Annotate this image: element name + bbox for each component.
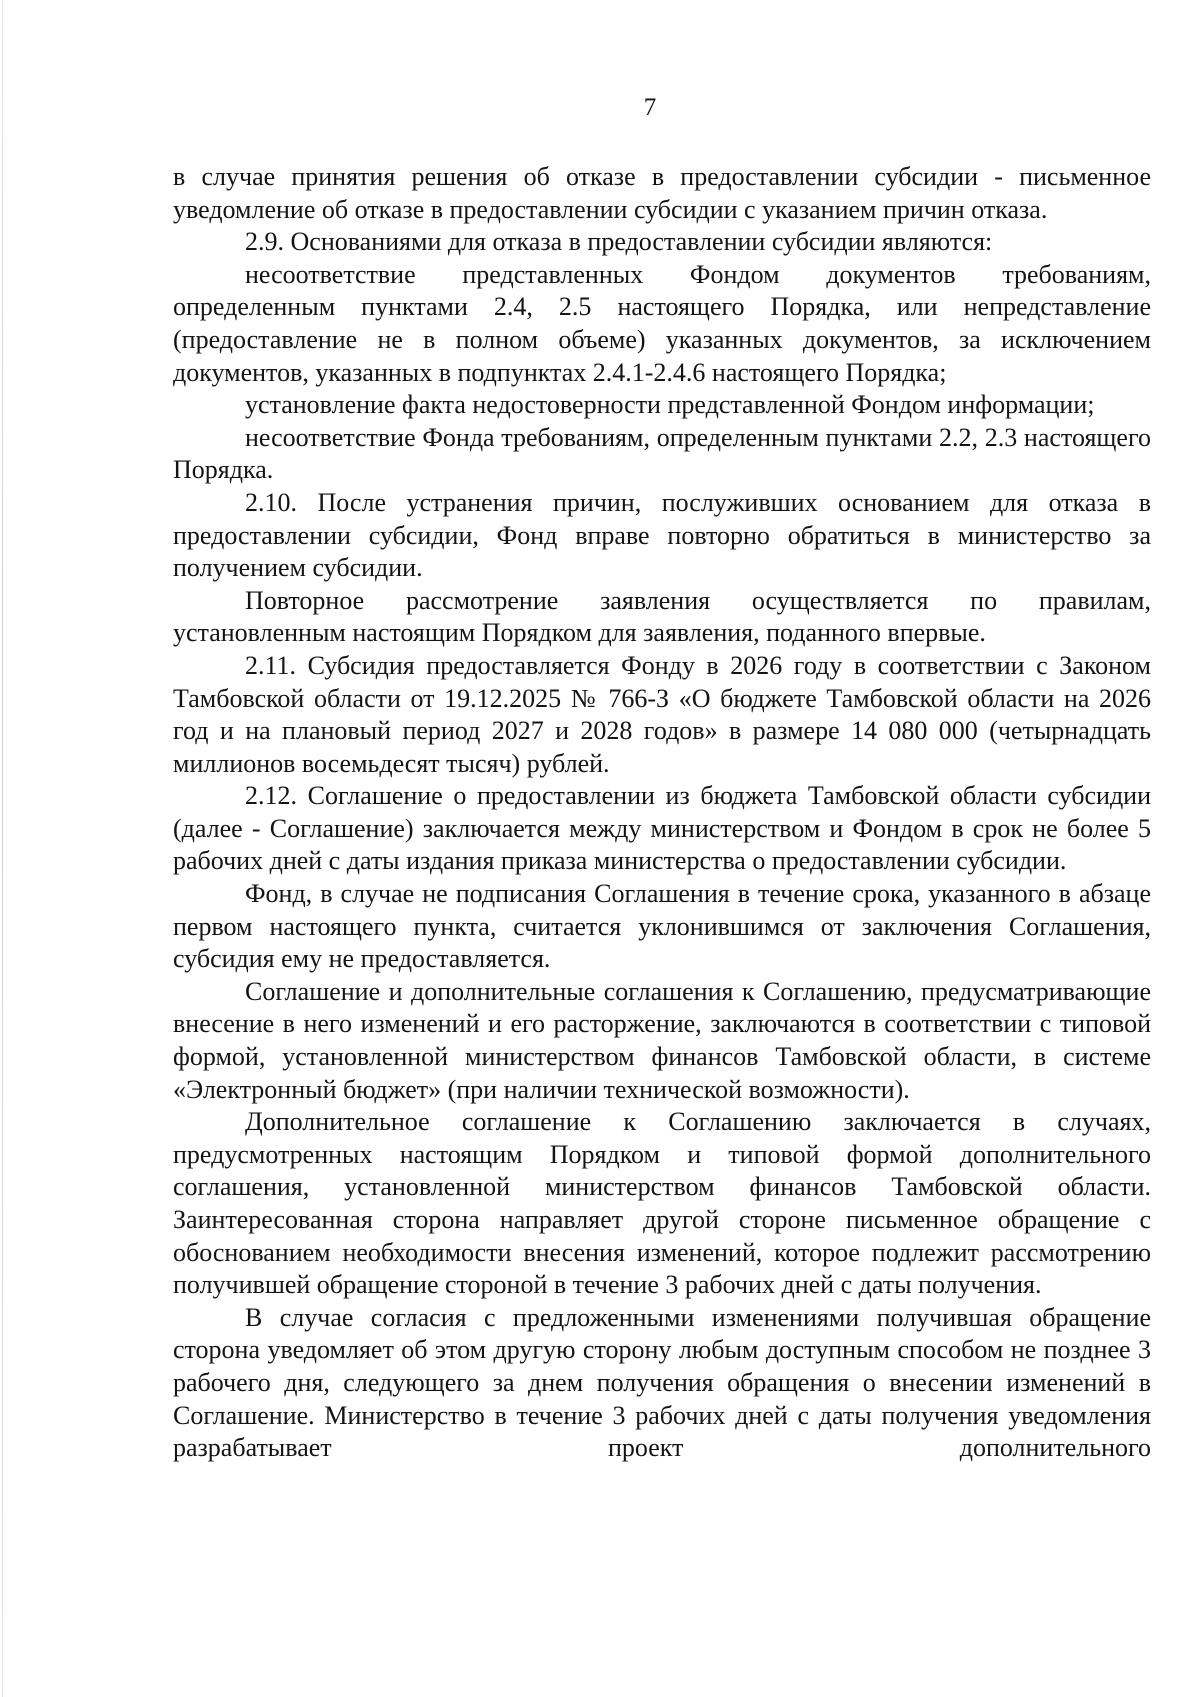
- paragraph-refusal-notice: в случае принятия решения об отказе в предоставлении субсидии - письменное уведомление об отказе в предоставлении субсидии с указанием причин отказа.: [173, 162, 1151, 224]
- paragraph-2-10: 2.10. После устранения причин, послуживших основанием для отказа в предоставлении субсидии, Фонд вправе повторно обратиться в министерство за получением субсидии.: [173, 487, 1151, 583]
- document-body: [173, 161, 1151, 1465]
- paragraph-2-12-typical-form: Соглашение и дополнительные соглашения к Соглашению, предусматривающие внесение в него изменений и его расторжение, заключаются в соответствии с типовой формой, установленной министерством финансов Тамбовской области, в системе «Электронный бюджет» (при наличии технической возможности).: [173, 976, 1151, 1104]
- paragraph-2-10-repeat: Повторное рассмотрение заявления осуществляется по правилам, установленным настоящим Порядком для заявления, поданного впервые.: [173, 585, 1151, 648]
- paragraph-2-9-item-requirements: несоответствие Фонда требованиям, определенным пунктами 2.2, 2.3 настоящего Порядка.: [173, 422, 1151, 485]
- paragraph-2-9-item-false-info: установление факта недостоверности представленной Фондом информации;: [245, 390, 1095, 420]
- paragraph-2-12: 2.12. Соглашение о предоставлении из бюджета Тамбовской области субсидии (далее - Соглашение) заключается между министерством и Фондом в срок не более 5 рабочих дней с даты издания приказа министерства о предоставлении субсидии.: [173, 781, 1151, 876]
- paragraph-2-12-consent: В случае согласия с предложенными изменениями получившая обращение сторона уведомляет об этом другую сторону любым доступным способом не позднее 3 рабочего дня, следующего за днем получения обращения о внесении изменений в Соглашение. Министерство в течение 3 рабочих дней с даты получения уведомления разрабатывает проект дополнительного: [173, 1302, 1151, 1463]
- page-number: 7: [643, 94, 657, 121]
- scan-edge-shadow: [2, 0, 3, 1697]
- paragraph-2-12-additional-agreement: Дополнительное соглашение к Соглашению заключается в случаях, предусмотренных настоящим Порядком и типовой формой дополнительного соглашения, установленной министерством финансов Тамбовской области. Заинтересованная сторона направляет другой стороне письменное обращение с обоснованием необходимости внесения изменений, которое подлежит рассмотрению получившей обращение стороной в течение 3 рабочих дней с даты получения.: [173, 1107, 1151, 1300]
- paragraph-2-9: 2.9. Основаниями для отказа в предоставлении субсидии являются:: [245, 227, 993, 257]
- paragraph-2-9-item-documents: несоответствие представленных Фондом документов требованиям, определенным пунктами 2.4, 2.5 настоящего Порядка, или непредставление (предоставление не в полном объеме) указанных документов, за исключением документов, указанных в подпунктах 2.4.1-2.4.6 настоящего Порядка;: [173, 259, 1151, 387]
- paragraph-2-12-evasion: Фонд, в случае не подписания Соглашения в течение срока, указанного в абзаце первом настоящего пункта, считается уклонившимся от заключения Соглашения, субсидия ему не предоставляется.: [173, 879, 1151, 974]
- paragraph-2-11: 2.11. Субсидия предоставляется Фонду в 2026 году в соответствии с Законом Тамбовской области от 19.12.2025 № 766-З «О бюджете Тамбовской области на 2026 год и на плановый период 2027 и 2028 годов» в размере 14 080 000 (четырнадцать миллионов восемьдесят тысяч) рублей.: [173, 650, 1151, 778]
